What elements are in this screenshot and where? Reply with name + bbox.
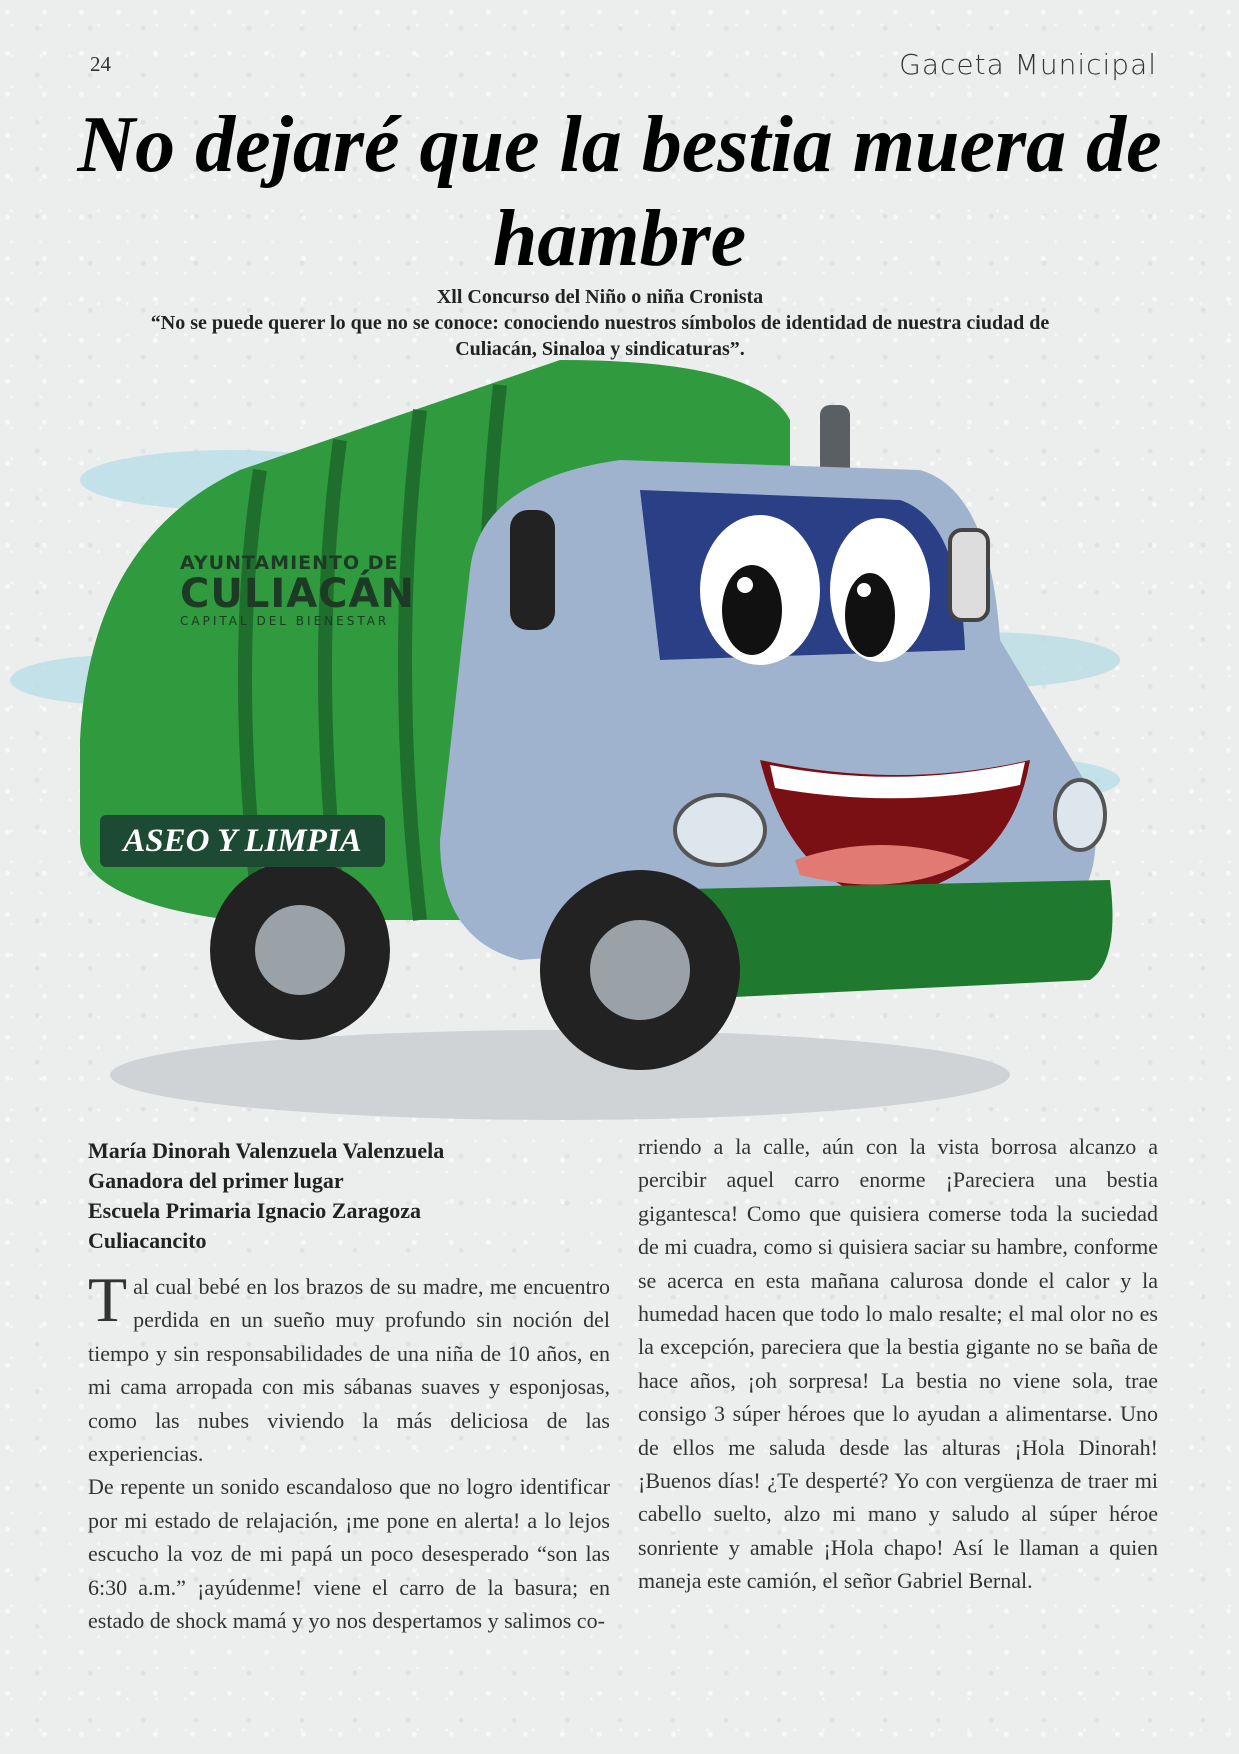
publication-name: Gaceta Municipal xyxy=(899,48,1157,81)
article-subtitle xyxy=(150,284,1050,362)
subtitle-quote: “No se puede querer lo que no se conoce: conociendo nuestros símbolos de identidad de nuestra ciudad de Culiacán, Sinaloa y sindicaturas”. xyxy=(150,312,1050,360)
brand-line-2: CULIACÁN xyxy=(180,571,415,617)
article-paragraph-1: Tal cual bebé en los brazos de su madre, me encuentro perdida en un sueño muy profundo sin noción del tiempo y sin responsabilidades de una niña de 10 años, en mi cama arropada con mis sábanas suaves y esponjosas, como las nubes viviendo la más deliciosa de las experiencias. xyxy=(88,1264,610,1467)
garbage-truck-illustration xyxy=(0,360,1239,1160)
author-award: Ganadora del primer lugar xyxy=(88,1168,344,1193)
author-school: Escuela Primaria Ignacio Zaragoza xyxy=(88,1198,422,1223)
article-paragraph-3: rriendo a la calle, aún con la vista borrosa alcanzo a percibir aquel carro enorme ¡Pareciera una bestia gigantesca! Como que quisiera comerse toda la suciedad de mi cuadra, como si quisiera saciar su hambre, conforme se acerca en esta mañana calurosa donde el calor y la humedad hacen que todo lo malo resalte; el mal olor no es la excepción, pareciera que la bestia gigante no se baña de hace años, ¡oh sorpresa! La bestia no viene sola, trae consigo 3 súper héroes que lo ayudan a alimentarse. Uno de ellos me saluda desde las alturas ¡Hola Dinorah! ¡Buenos días! ¿Te desperté? Yo con vergüenza de traer mi cabello suelto, alzo mi mano y saludo al súper héroe sonriente y amable ¡Hola chapo! Así le llaman a quien maneja este camión, el señor Gabriel Bernal. xyxy=(638,1134,1158,1594)
author-name: María Dinorah Valenzuela Valenzuela xyxy=(88,1138,445,1163)
city-brand-logo xyxy=(180,552,415,628)
author-block xyxy=(88,1136,628,1256)
headlight-right xyxy=(1055,780,1105,850)
article-column-left xyxy=(88,1264,610,1637)
aseo-limpia-badge: ASEO Y LIMPIA xyxy=(100,815,385,867)
drop-cap: T xyxy=(88,1264,128,1335)
brand-line-1: AYUNTAMIENTO DE xyxy=(180,552,399,574)
subtitle-contest: Xll Concurso del Niño o niña Cronista xyxy=(436,286,764,308)
article-column-right xyxy=(638,1130,1158,1598)
ground-shadow xyxy=(110,1030,1010,1120)
article-title: No dejaré que la bestia muera de hambre xyxy=(77,101,1162,283)
author-place: Culiacancito xyxy=(88,1228,207,1253)
page-number: 24 xyxy=(90,52,111,76)
brand-line-3: CAPITAL DEL BIENESTAR xyxy=(180,614,390,628)
article-paragraph-2: De repente un sonido escandaloso que no logro identificar por mi estado de relajación, ¡me pone en alerta! a lo lejos escucho la voz de mi papá un poco desesperado “son las 6:30 a.m.” ¡ayúdenme! viene el carro de la basura; en estado de shock mamá y yo nos despertamos y salimos co- xyxy=(88,1474,610,1634)
side-mirror xyxy=(510,510,555,630)
headlight-left xyxy=(675,795,765,865)
